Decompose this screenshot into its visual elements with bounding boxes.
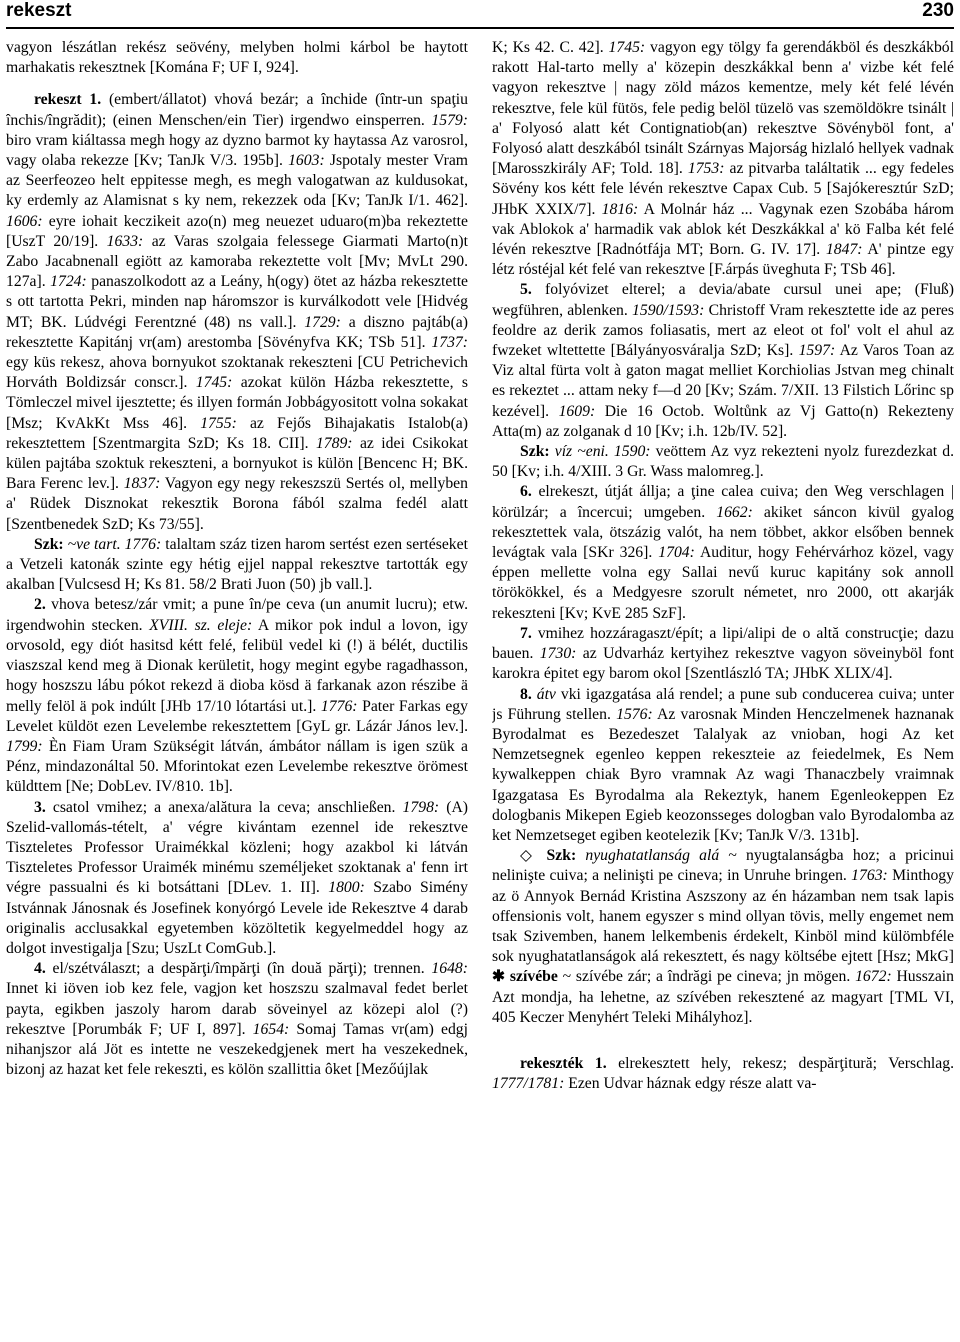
entry-text: A' pintze egy létz róstéjal két felé van rekesztve [F.árpás üveghuta F; TSb 46]. — [492, 241, 954, 279]
entry-text: az pitvarba találtatik ... egy fedeles Sövény kos kétt fele lévén rekesztve Capax Cub. 5 [Sajókeresztúr SzD; JHbK XXIX/7]. — [492, 160, 954, 218]
left-column — [6, 38, 468, 1338]
entry-text: ~ nyugtalanságba hoz; a pricinui nelinişte cuiva; a nelinişti pe cineva; in Unruhe bringen. — [492, 847, 954, 885]
citation-date: 1704: — [658, 544, 695, 562]
citation-date: 1648: — [431, 960, 468, 978]
citation-date: 1737: — [431, 333, 468, 351]
entry-text: el/szétválaszt; a despărţi/împărţi (în două părţi); trennen. — [45, 960, 432, 978]
citation-date: 1753: — [687, 160, 725, 178]
entry-term: Szk: — [520, 443, 555, 461]
left-paragraph — [6, 535, 468, 596]
citation-date: víz ~eni. — [554, 443, 609, 461]
entry-term: rekeszték 1. — [520, 1054, 607, 1072]
right-column — [492, 38, 954, 1338]
citation-date: 1654: — [252, 1020, 290, 1038]
citation-date: 1789: — [315, 434, 353, 452]
entry-text: (embert/állatot) vhová bezár; a închide (într-un spaţiu închis/îngrădit); (einen Menschen/ein Tier) irgendwo einsperren. — [6, 91, 468, 129]
entry-text: vagyon lészátlan rekész seövény, melyben holmi kárbol be haytott marhakatis rekesztnek [Komána F; UF I, 924]. — [6, 39, 468, 77]
entry-text: veöttem Az vyz rekezteni nyolz furezdezkat d. 50 [Kv; i.h. 4/XIII. 3 Gr. Wass malomreg.]. — [492, 443, 954, 481]
entry-text: panaszolkodott az a Leány, h(ogy) ötet az házba rekesztette s ott tartotta Pekri, minden nap háromszor is kurválkodott vele [Hidvég MT; BK. Lúdvégi Ferentzné (48) ns vall.]. — [6, 273, 468, 331]
entry-text: Minthogy az ö Annyok Bernád Kristina Aszszony az én házamban nem tsak lapis offensionis volt, hanem egyszer s mind ollyan tövis, melly engemet nem tsak Szivemben, hanem lelkembenis érdekelt, Kinböl mind külömbféle sok nyughatatlanságok alá rekesztett, és nagy költsébe ejtett [Hsz; MkG] — [492, 867, 954, 966]
citation-date: 1633: — [106, 232, 144, 250]
entry-text: ~ szívébe zár; a îndrăgi pe cineva; jn mögen. — [557, 968, 856, 986]
citation-date: 1763: — [851, 867, 888, 885]
entry-text: elrekeszt, útját állja; a ţine calea cuiva; den Weg verschlagen | körülzár; a încercui; umgeben. — [492, 483, 954, 521]
entry-text: csatol vmihez; a anexa/alătura la ceva; anschließen. — [45, 798, 403, 816]
right-paragraph — [492, 846, 954, 1028]
entry-text: Az Varos Toan az Viz altal fürta volt à gaton magat melliet Korchiolias Jstvan meg chinalt es rekeztet ... attam neky f—d 20 [Kv; Szám. 7/XII. 13 Filstich Lőrinc sp kezével]. — [492, 342, 954, 420]
running-head: rekeszt — [6, 0, 72, 21]
entry-term: ✱ szívébe — [492, 968, 558, 986]
page-number: 230 — [922, 0, 954, 21]
entry-term: 6. — [520, 483, 532, 501]
right-paragraph — [492, 442, 954, 482]
citation-date: 1662: — [716, 503, 753, 521]
entry-text: biro vram kiáltassa megh hogy az dyzno barmot ky haytassa Az varosrol, vagy olaba rekezze [Kv; TanJk V/3. 195b]. — [6, 131, 468, 170]
left-paragraph — [6, 595, 468, 797]
entry-term: 8. — [520, 685, 537, 703]
entry-text: Christoff Vram rekesztette ide az peres feoldre az derik zamos foliasatis, mert az eleot ot fol' volt el ahul az fwzeket wltettette [Bályányosváralja SzD; Ks]. — [492, 301, 954, 360]
entry-term: 3. — [34, 798, 46, 816]
citation-date: 1576: — [616, 705, 653, 723]
right-paragraph — [492, 38, 954, 280]
entry-text: Pater Farkas egy Levelet küldöt ezen Levelembe rekesztettem [GyL gr. Lázár János lev.]. — [6, 697, 468, 735]
entry-text: folyóvizet elterel; a devia/abate cursul unei ape; (Fluß) wegführen, ablenken. — [492, 281, 954, 319]
citation-date: 1799: — [6, 737, 43, 755]
citation-date: 1755: — [200, 414, 237, 432]
citation-date: 1837: — [123, 475, 161, 493]
header-rule — [6, 27, 954, 29]
right-paragraph — [492, 624, 954, 685]
citation-date: 1672: — [855, 968, 892, 986]
citation-date: 1777/1781: — [492, 1075, 565, 1093]
citation-date: 1776: — [124, 535, 162, 553]
entry-text: vmihez hozzáragaszt/épít; a lipi/alipi de o altă construcţie; dazu bauen. — [492, 624, 954, 663]
citation-date: 1745: — [608, 39, 646, 56]
citation-date: 1590/1593: — [632, 301, 705, 319]
entry-text: Auditur, hogy Fehérvárhoz közel, vagy éppen mellette volna egy Sallai nevű kuruc kapitány sok annoll törökökkel, és a Medgyesre szorult németet, nro 2000, ott akarják rekeszteni [Kv; KvE 285 SzF]. — [492, 544, 954, 622]
entry-text: vki igazgatása alá rendel; a pune sub conducerea cuiva; unter js Führung stellen. — [492, 685, 954, 723]
entry-text: Somaj Tamas vr(am) edgj nihanjszor alá Jöt es intette ne veszekedgjenek mert ha veszekednek, bizonj az hazat ket fele rekeszti, es kölön szallittia ôket [Mezőújlak — [6, 1020, 468, 1079]
right-paragraph — [492, 685, 954, 847]
entry-term: 7. — [520, 624, 532, 642]
entry-text: Èn Fiam Uram Szükségit látván, ámbátor nállam is igen szük a Pénz, mindazonáltal 50. Mforintokat ezen Levelembe rekesztve örömest küldttem [Ne; DobLev. IV/810. 1b]. — [6, 737, 468, 796]
entry-text: az idei Csikokat külen pajtába szoktuk rekeszteni, a bornyukot is külön [Bencenc H; BK. Bara Ferenc lev.]. — [6, 434, 468, 493]
citation-date: 1745: — [195, 374, 233, 392]
entry-text: K; Ks 42. C. 42]. — [492, 39, 609, 56]
entry-term: Szk: — [546, 847, 586, 865]
entry-text: Jspotaly mester Vram az Seerfeozeo helt eppitesse megh, es megh valogatwan az kuldusokat, ky erdemly az Alamisnat s ky nem, rekezzek oda [Kv; TanJk I/1. 462]. — [6, 152, 468, 210]
entry-text: Ezen Udvar háznak edgy része alatt va- — [564, 1075, 817, 1093]
citation-date: 1597: — [798, 342, 836, 360]
entry-term: Szk: — [34, 535, 68, 553]
entry-text: elrekesztett hely, rekesz; despărţitură; Verschlag. — [606, 1054, 954, 1072]
left-paragraph — [6, 90, 468, 534]
entry-text: (A) Szelid-vallomás-tételt, a' végre kivántam ezennel ide rekesztve Tiszteletes Professor Uraimékkal közleni; hogy azakbol ki látván Tiszteletes Professor Uraimék minému személjeket szoktanak a' fenn irt végre passualni és ki botsáttani [DLev. 1. II]. — [6, 798, 468, 897]
entry-text: Husszain Azt mondja, ha lehetne, az szívében rekesztené az magyart [TML VI, 405 Keczer Menyhért Teleki Mihályhoz]. — [492, 968, 954, 1026]
citation-date: XVIII. sz. eleje: — [149, 616, 253, 634]
left-paragraph — [6, 798, 468, 960]
entry-text: ◇ — [520, 847, 547, 865]
entry-text: vagyon egy tölgy fa gerendákböl és deszkákból rakott Hal-tarto melly a' közepin deszkákkal benn a' vizbe két felé vagyon rekesztve | nagy zöld mázos kementze, mely két felé lévén rekesztve, fele kül fütös, fele pedig belöl tüzelö vas szemöldökre tsinált | a' Folyosó alatt két Contignatiob(an) rekesztve Sövényböl font, a' Folyosó alatt deszkából tsinált Szárnyas Majorság hizlaló hellyek vadnak [Marosszkirály AF; Told. 18]. — [492, 39, 954, 178]
entry-text: az Varas szolgaia felessege Giarmati Marto(n)t Zabo Jacabnenall egiött az kamoraba rekeztette volt [Mv; MvLt 290. 127a]. — [6, 232, 468, 291]
page-header — [6, 0, 954, 26]
citation-date: 1579: — [431, 111, 468, 129]
entry-term: rekeszt 1. — [34, 91, 102, 109]
right-paragraph — [492, 482, 954, 623]
entry-text: A mikor pok indul a lovon, igy orvosold, egy diót hasitsd kétt felé, felibül vedel ki (!) ä bélét, ductilis viaszszal kend meg ä Dionak kerületit, hogy megint egybe ragadhasson, hogy hoszszu lábu pókot rekezd ä dioba kösd ä farkanak azon részibe ä melly felöl ä pok indúlt [JHb 17/10 lótartási ut.]. — [6, 616, 468, 715]
citation-date: nyughatatlanság alá — [585, 847, 720, 865]
right-paragraph — [492, 280, 954, 442]
entry-text: eyre iohait keczikeit azo(n) meg neuezet uduaro(m)ba rekeztette [UszT 20/19]. — [6, 212, 468, 250]
entry-text: Vagyon egy negy rekeszszü Sertés ol, mellyben a' Rüdek Disznokat rekesztik Borona fából szalma fedél alatt [Szentbenedek SzD; Ks 73/55]. — [6, 475, 468, 533]
left-paragraph — [6, 38, 468, 78]
entry-text: Innet ki iöven iob kez fele, vagjon ket hoszszu szalmaval fedet berlet payta, egikben jaszoly harom darab söveinyel az közepi alol (?) rekesztve [Porumbák F; UF I, 897]. — [6, 980, 468, 1038]
right-paragraph — [492, 1054, 954, 1094]
entry-text: A Molnár ház ... Vagynak ezen Szobába három vak Ablokok a' harmadik vak ablok két Deszkákkal a' kö Falba két felé lévén rekesztve [Radnótfája MT; Born. G. IV. 17]. — [492, 200, 954, 259]
entry-text: vhova betesz/zár vmit; a pune în/pe ceva (un anumit lucru); etw. irgendwohin stecken. — [6, 596, 468, 634]
citation-date: 1847: — [825, 241, 863, 259]
entry-text: akiket sáncon kivül gyalog rekesztettek vala, ötszázig valót, ha nem többet, akkor elsőben bennek levágtak vala [SKr 326]. — [492, 503, 954, 562]
citation-date: 1798: — [402, 798, 440, 816]
citation-date: 1603: — [288, 152, 325, 170]
citation-date: 1609: — [558, 402, 596, 420]
entry-text: azokat külön Házba rekesztette, s Tömleczel mivel ijesztette; és illyen formán Jobbágyositott volna sokakat [Msz; KvAkKt Mss 46]. — [6, 374, 468, 432]
citation-date: 1729: — [304, 313, 341, 331]
citation-date: átv — [536, 685, 556, 703]
citation-date: 1800: — [328, 879, 365, 897]
left-paragraph — [6, 959, 468, 1080]
entry-term: 4. — [34, 960, 46, 978]
entry-term: 5. — [520, 281, 532, 299]
entry-text: talaltam száz tizen harom sertést ezen sertéseket a Vetzeli katonák szinte egy hétig ejjel nappal rekesztve tartották egy akalban [Vulcsesd H; Ks 81. 58/2 Brati Juon (50) jb vall.]. — [6, 535, 468, 594]
entry-term: 2. — [34, 596, 46, 614]
entry-text: az Udvarház kertyihez rekesztve vagyon söveinyböl font karokra épitet egy barom okol [Szentlászló TA; JHbK XLIX/4]. — [492, 645, 954, 683]
entry-text: egy küs rekesz, ahova bornyukot szoktanak rekeszteni [CU Petrichevich Horváth Boldizsár conscr.]. — [6, 354, 468, 392]
citation-date: 1590: — [613, 443, 651, 461]
entry-text: az Fejős Bihajakatis Istalob(a) rekesztettem [Szentmargita SzD; Ks 18. CII]. — [6, 414, 468, 452]
entry-text: Szabo Simény Istvánnak Jánosnak és Josefinek konyórgó Levele ide Rekesztve 4 darab originalis acclusakkal egyetemben közöltetik kegyelmeddel hogy az dolgot investigalja [Szu; UszLt ComGub.]. — [6, 879, 468, 957]
citation-date: 1816: — [601, 200, 639, 218]
entry-text: Die 16 Octob. Woltůnk az Vj Gatto(n) Rekezteny Atta(m) az zolganak d 10 [Kv; i.h. 12b/IV. 52]. — [492, 402, 954, 440]
entry-text: Az varosnak Minden Henczelmenek haznanak Byrodalmat es Bezedeszet Talalyak az vnioban, hogi Az ket Nemzetsegnek egenleo keppen rekeszteie az feiedelmek, Es Nem kywalkeppen chiak Byro vramnak Az wagi Thanaczbely vraimnak Igazgatasa Es Byrodalma ala Rekeztyk, hanem Egenleokeppen Ez dologbanis Mikepen Egieb keozonsseges dologban valo Byrodalomba az ket Nemzetseget egiben keotelezik [Kv; TanJk V/3. 131b]. — [492, 705, 954, 844]
entry-text: a diszno pajtáb(a) rekesztette Kapitánj vr(am) arestomba [Sövényfva KK; TSb 51]. — [6, 313, 468, 351]
citation-date: 1730: — [539, 645, 577, 663]
citation-date: 1606: — [6, 212, 43, 230]
citation-date: 1724: — [50, 273, 87, 291]
citation-date: ~ve tart. — [67, 535, 121, 553]
citation-date: 1776: — [320, 697, 358, 715]
